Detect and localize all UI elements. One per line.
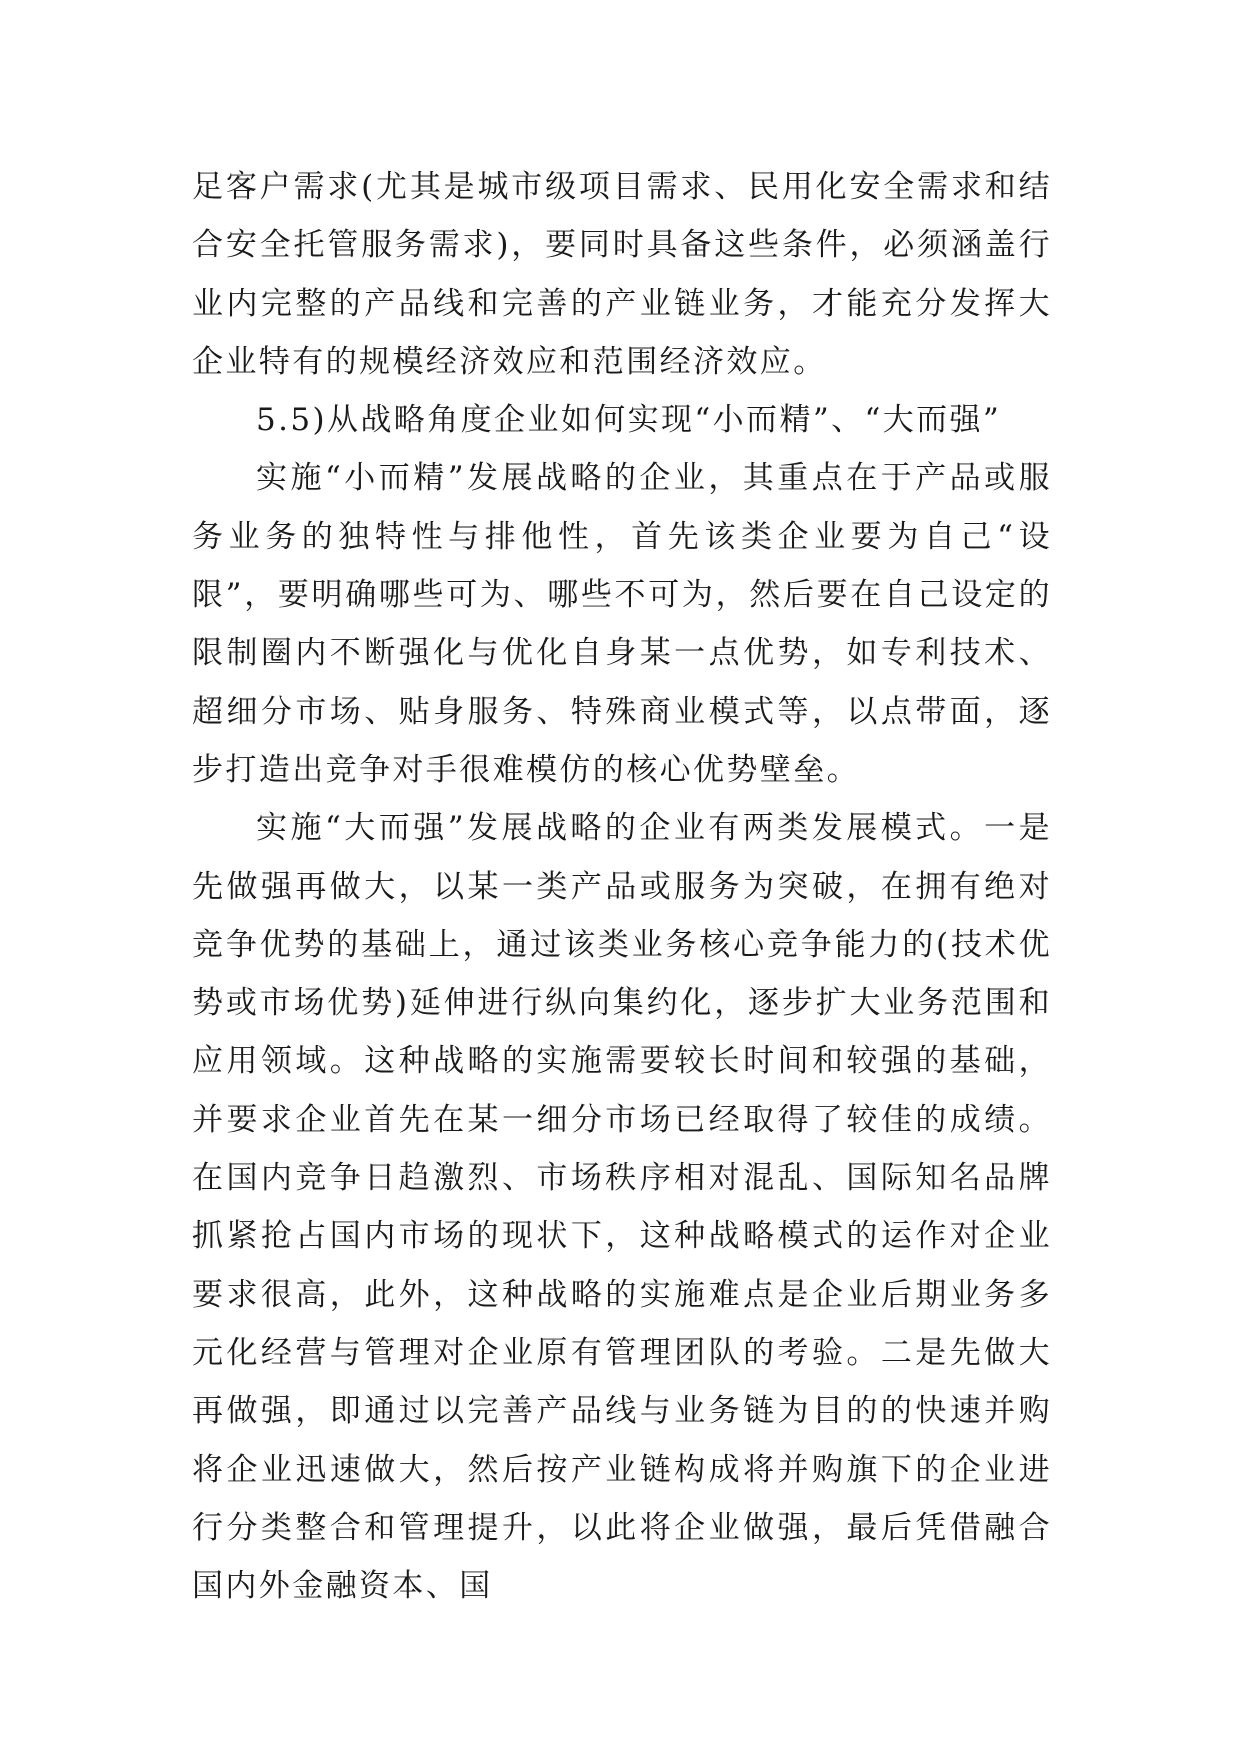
paragraph-large-and-strong: 实施“大而强”发展战略的企业有两类发展模式。一是先做强再做大，以某一类产品或服务为突破，在拥有绝对竞争优势的基础上，通过该类业务核心竞争能力的(技术优势或市场优势)延伸进行纵向集约化，逐步扩大业务范围和应用领域。这种战略的实施需要较长时间和较强的基础，并要求企业首先在某一细分市场已经取得了较佳的成绩。在国内竞争日趋激烈、市场秩序相对混乱、国际知名品牌抓紧抢占国内市场的现状下，这种战略模式的运作对企业要求很高，此外，这种战略的实施难点是企业后期业务多元化经营与管理对企业原有管理团队的考验。二是先做大再做强，即通过以完善产品线与业务链为目的的快速并购将企业迅速做大，然后按产业链构成将并购旗下的企业进行分类整合和管理提升，以此将企业做强，最后凭借融合国内外金融资本、国: [192, 810, 1052, 1605]
section-heading: 5.5)从战略角度企业如何实现“小而精”、“大而强”: [256, 402, 1002, 439]
paragraph-small-and-refined: 实施“小而精”发展战略的企业，其重点在于产品或服务业务的独特性与排他性，首先该类企业要为自己“设限”，要明确哪些可为、哪些不可为，然后要在自己设定的限制圈内不断强化与优化自身某一点优势，如专利技术、超细分市场、贴身服务、特殊商业模式等，以点带面，逐步打造出竞争对手很难模仿的核心优势壁垒。: [192, 460, 1052, 788]
body-text: [192, 158, 1052, 1615]
paragraph-continued: 足客户需求(尤其是城市级项目需求、民用化安全需求和结合安全托管服务需求)，要同时具备这些条件，必须涵盖行业内完整的产品线和完善的产业链业务，才能充分发挥大企业特有的规模经济效应和范围经济效应。: [192, 169, 1052, 380]
